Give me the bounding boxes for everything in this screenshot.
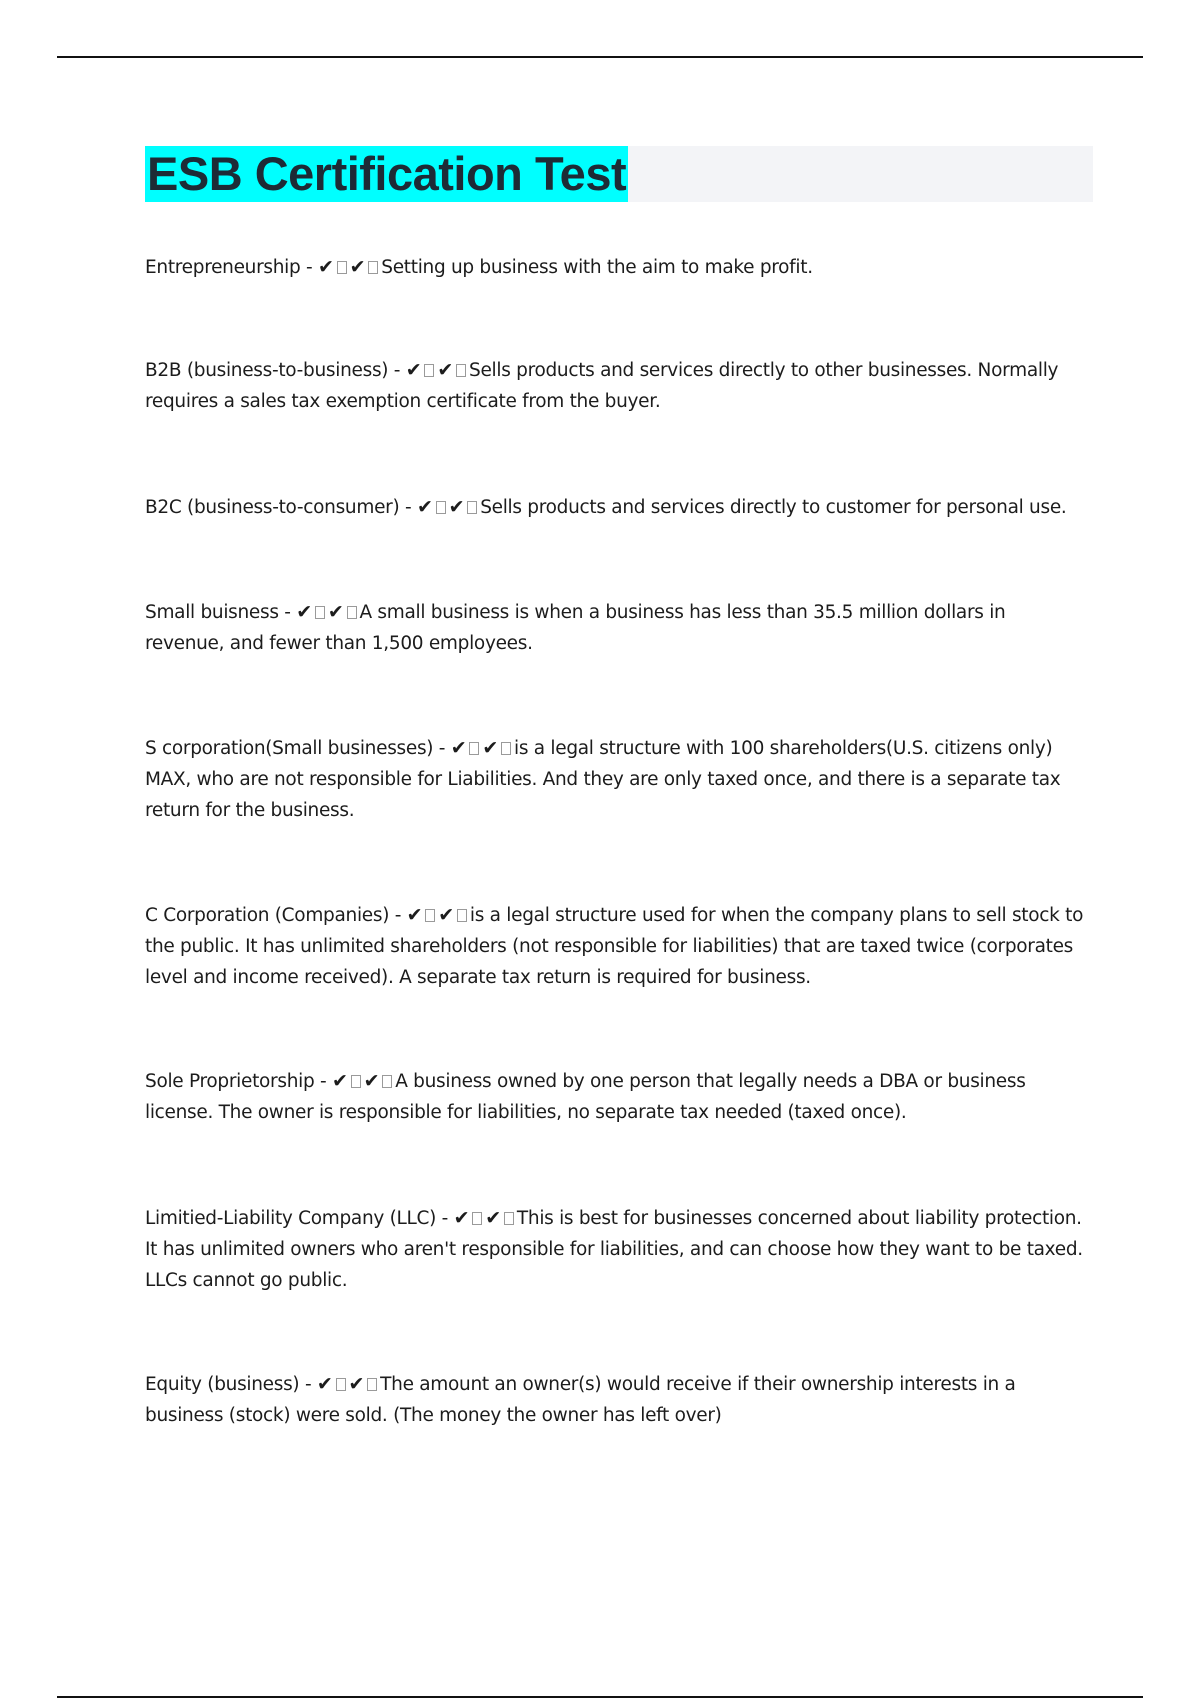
check-mark-icon: ✔ bbox=[485, 1207, 501, 1229]
entry-definition: is a legal structure used for when the company plans to sell stock to the public. It has unlimited shareholders (not responsible for liabilities) that are taxed twice (corporates level and income received). A separate tax return is required for business. bbox=[145, 905, 1084, 988]
entry-small-business: Small buisness - ✔ ✔ A small business is when a business has less than 35.5 million dollars in revenue, and fewer than 1,500 employees. bbox=[145, 601, 1006, 654]
entry-definition: Sells products and services directly to other businesses. Normally requires a sales tax exemption certificate from the buyer. bbox=[145, 360, 1059, 412]
box-glyph-icon bbox=[368, 261, 378, 274]
box-glyph-icon bbox=[315, 606, 325, 619]
entry-definition: Setting up business with the aim to make profit. bbox=[381, 257, 813, 278]
box-glyph-icon bbox=[504, 1212, 514, 1225]
box-glyph-icon bbox=[436, 501, 446, 514]
check-mark-icon: ✔ bbox=[349, 256, 366, 278]
entry-term: B2C (business-to-consumer) bbox=[145, 497, 400, 518]
check-mark-icon: ✔ bbox=[453, 1207, 470, 1229]
box-glyph-icon bbox=[336, 1378, 346, 1391]
box-glyph-icon bbox=[456, 364, 466, 377]
check-mark-icon: ✔ bbox=[450, 737, 467, 759]
entry-term: B2B (business-to-business) bbox=[145, 360, 389, 381]
check-mark-icon: ✔ bbox=[448, 496, 465, 518]
entry-term: Equity (business) bbox=[145, 1374, 300, 1395]
entry-definition: A business owned by one person that legally needs a DBA or business license. The owner is responsible for liabilities, no separate tax needed (taxed once). bbox=[145, 1071, 1026, 1123]
check-mark-icon: ✔ bbox=[348, 1373, 365, 1395]
entry-llc: Limitied-Liability Company (LLC) - ✔ ✔ This is best for businesses concerned about liability protection. It has unlimited owners who aren't responsible for liabilities, and can choose how they want to be taxed. LLCs cannot go public. bbox=[145, 1207, 1083, 1291]
top-rule bbox=[57, 56, 1143, 58]
entry-definition: is a legal structure with 100 shareholders(U.S. citizens only) MAX, who are not responsible for Liabilities. And they are only taxed once, and there is a separate tax return for the business. bbox=[145, 738, 1061, 821]
entry-definition: The amount an owner(s) would receive if their ownership interests in a business (stock) were sold. (The money the owner has left over) bbox=[145, 1374, 1016, 1426]
box-glyph-icon bbox=[425, 909, 435, 922]
check-mark-icon: ✔ bbox=[406, 904, 423, 926]
entry-entrepreneurship: Entrepreneurship - ✔ ✔ Setting up business with the aim to make profit. bbox=[145, 256, 813, 278]
entry-b2c: B2C (business-to-consumer) - ✔ ✔ Sells products and services directly to customer for personal use. bbox=[145, 496, 1067, 518]
check-mark-icon: ✔ bbox=[482, 737, 499, 759]
check-mark-icon: ✔ bbox=[296, 601, 312, 623]
box-glyph-icon bbox=[424, 364, 434, 377]
entry-definition: A small business is when a business has less than 35.5 million dollars in revenue, and fewer than 1,500 employees. bbox=[145, 602, 1006, 654]
check-mark-icon: ✔ bbox=[316, 1373, 333, 1395]
entry-definition: This is best for businesses concerned about liability protection. It has unlimited owners who aren't responsible for liabilities, and can choose how they want to be taxed. LLCs cannot go public. bbox=[145, 1208, 1083, 1291]
entry-term: Entrepreneurship bbox=[145, 257, 301, 278]
check-mark-icon: ✔ bbox=[416, 496, 433, 518]
box-glyph-icon bbox=[457, 909, 467, 922]
box-glyph-icon bbox=[367, 1378, 377, 1391]
entry-b2b: B2B (business-to-business) - ✔ ✔ Sells products and services directly to other businesses. Normally requires a sales tax exemption certificate from the buyer. bbox=[145, 359, 1059, 412]
box-glyph-icon bbox=[337, 261, 347, 274]
entry-c-corporation: C Corporation (Companies) - ✔ ✔ is a legal structure used for when the company plans to sell stock to the public. It has unlimited shareholders (not responsible for liabilities) that are taxed twice (corporates level and income received). A separate tax return is required for business. bbox=[145, 904, 1084, 988]
box-glyph-icon bbox=[351, 1075, 361, 1088]
document-title: ESB Certification Test bbox=[147, 147, 627, 200]
check-mark-icon: ✔ bbox=[363, 1070, 380, 1092]
entry-equity: Equity (business) - ✔ ✔ The amount an owner(s) would receive if their ownership interests in a business (stock) were sold. (The money the owner has left over) bbox=[145, 1373, 1016, 1426]
check-mark-icon: ✔ bbox=[437, 359, 453, 381]
bottom-rule bbox=[57, 1696, 1143, 1698]
box-glyph-icon bbox=[382, 1075, 392, 1088]
entry-term: Sole Proprietorship bbox=[145, 1071, 315, 1092]
entry-s-corporation: S corporation(Small businesses) - ✔ ✔ is a legal structure with 100 shareholders(U.S. citizens only) MAX, who are not responsible for Liabilities. And they are only taxed once, and there is a separate tax return for the business. bbox=[145, 737, 1061, 821]
check-mark-icon: ✔ bbox=[405, 359, 422, 381]
check-mark-icon: ✔ bbox=[318, 256, 334, 278]
entry-definition: Sells products and services directly to customer for personal use. bbox=[480, 497, 1067, 518]
entry-term: S corporation(Small businesses) bbox=[145, 738, 434, 759]
box-glyph-icon bbox=[472, 1212, 482, 1225]
box-glyph-icon bbox=[347, 606, 357, 619]
entry-term: C Corporation (Companies) bbox=[145, 905, 390, 926]
check-mark-icon: ✔ bbox=[438, 904, 454, 926]
check-mark-icon: ✔ bbox=[331, 1070, 348, 1092]
entry-term: Limitied-Liability Company (LLC) bbox=[145, 1208, 437, 1229]
entry-term: Small buisness bbox=[145, 602, 279, 623]
box-glyph-icon bbox=[501, 742, 511, 755]
check-mark-icon: ✔ bbox=[327, 601, 344, 623]
entry-sole-proprietorship: Sole Proprietorship - ✔ ✔ A business owned by one person that legally needs a DBA or business license. The owner is responsible for liabilities, no separate tax needed (taxed once). bbox=[145, 1070, 1026, 1123]
box-glyph-icon bbox=[467, 501, 477, 514]
box-glyph-icon bbox=[469, 742, 479, 755]
